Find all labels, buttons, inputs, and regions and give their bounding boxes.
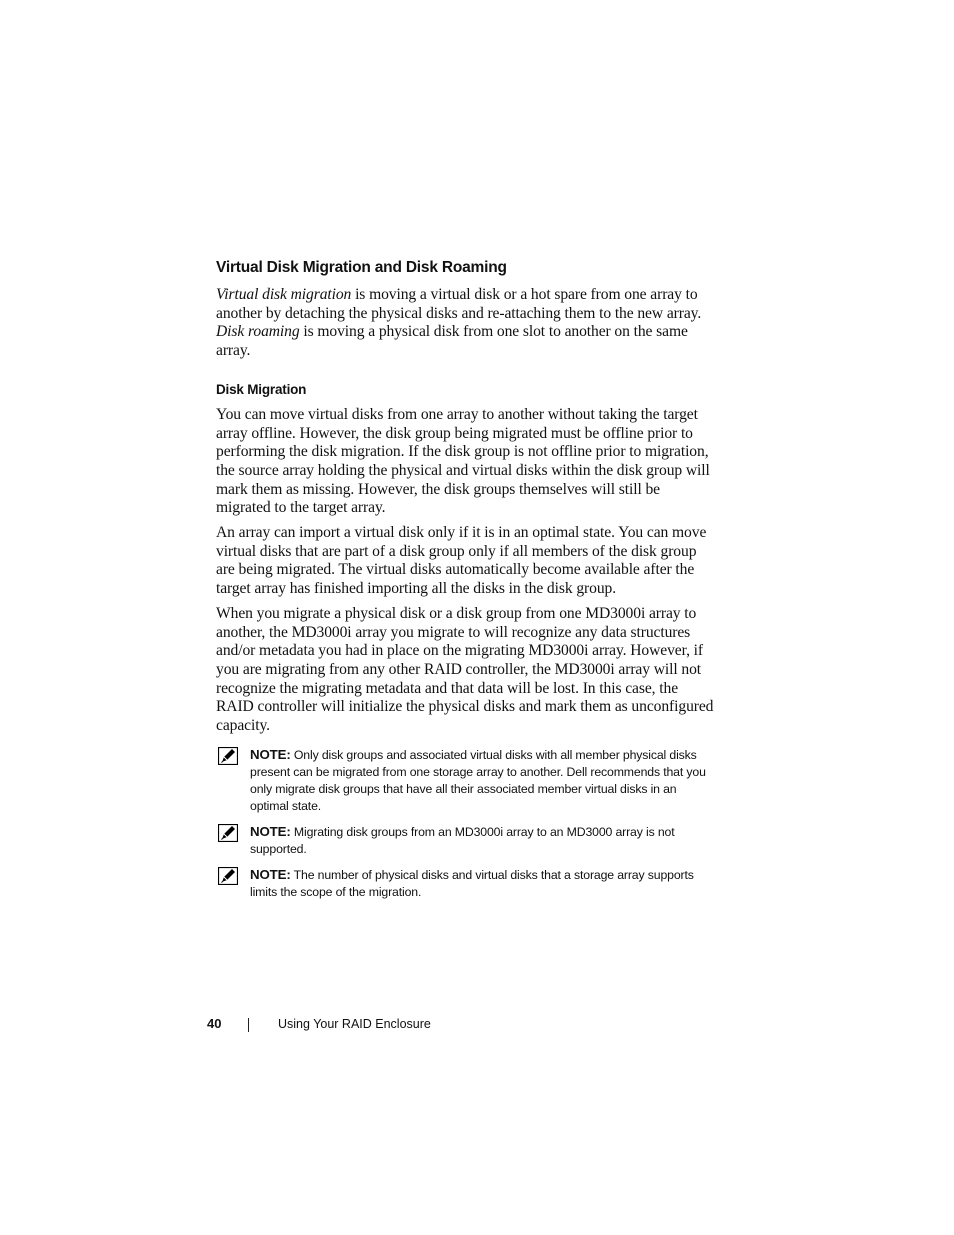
body-paragraph: When you migrate a physical disk or a disk group from one MD3000i array to another, the MD3000i array you migrate to will recognize any data structures and/or metadata you had in place on the migrating MD3000i array. However, if you are migrating from any other RAID controller, the MD3000i array will not recognize the migrating metadata and that data will be lost. In this case, the RAID controller will initialize the physical disks and mark them as unconfigured capacity. — [216, 604, 714, 735]
note-text: The number of physical disks and virtual disks that a storage array supports limits the scope of the migration. — [250, 867, 694, 899]
intro-paragraph: Virtual disk migration is moving a virtual disk or a hot spare from one array to another by detaching the physical disks and re-attaching them to the new array. Disk roaming is moving a physical disk from one slot to another on the same array. — [216, 286, 702, 360]
note-label: NOTE: — [250, 823, 291, 839]
body-paragraph: An array can import a virtual disk only if it is in an optimal state. You can move virtual disks that are part of a disk group only if all members of the disk group are being migrated. The virtual disks automatically become available after the target array has finished importing all the disks in the disk group. — [216, 524, 707, 598]
note-block — [216, 746, 716, 815]
note-label: NOTE: — [250, 866, 291, 882]
page-number: 40 — [207, 1016, 222, 1031]
note-pencil-icon — [218, 747, 238, 765]
subsection-title: Disk Migration — [216, 381, 307, 397]
note-block — [216, 866, 716, 901]
chapter-title: Using Your RAID Enclosure — [278, 1017, 431, 1031]
term-disk-roaming: Disk roaming — [216, 323, 300, 341]
note-text: Only disk groups and associated virtual disks with all member physical disks present can be migrated from one storage array to another. Dell recommends that you only migrate disk groups that have all their associated member virtual disks in an optimal state. — [250, 747, 706, 813]
note-pencil-icon — [218, 824, 238, 842]
note-block — [216, 823, 716, 858]
body-paragraph: You can move virtual disks from one array to another without taking the target array offline. However, the disk group being migrated must be offline prior to performing the disk migration. If the disk group is not offline prior to migration, the source array holding the physical and virtual disks within the disk group will mark them as missing. However, the disk groups themselves will still be migrated to the target array. — [216, 405, 710, 517]
note-pencil-icon — [218, 867, 238, 885]
term-virtual-disk-migration: Virtual disk migration — [216, 286, 352, 303]
footer-separator — [248, 1018, 249, 1032]
note-text: Migrating disk groups from an MD3000i array to an MD3000 array is not supported. — [250, 824, 675, 856]
note-label: NOTE: — [250, 746, 291, 762]
section-title: Virtual Disk Migration and Disk Roaming — [216, 259, 507, 276]
page-content — [216, 258, 716, 909]
